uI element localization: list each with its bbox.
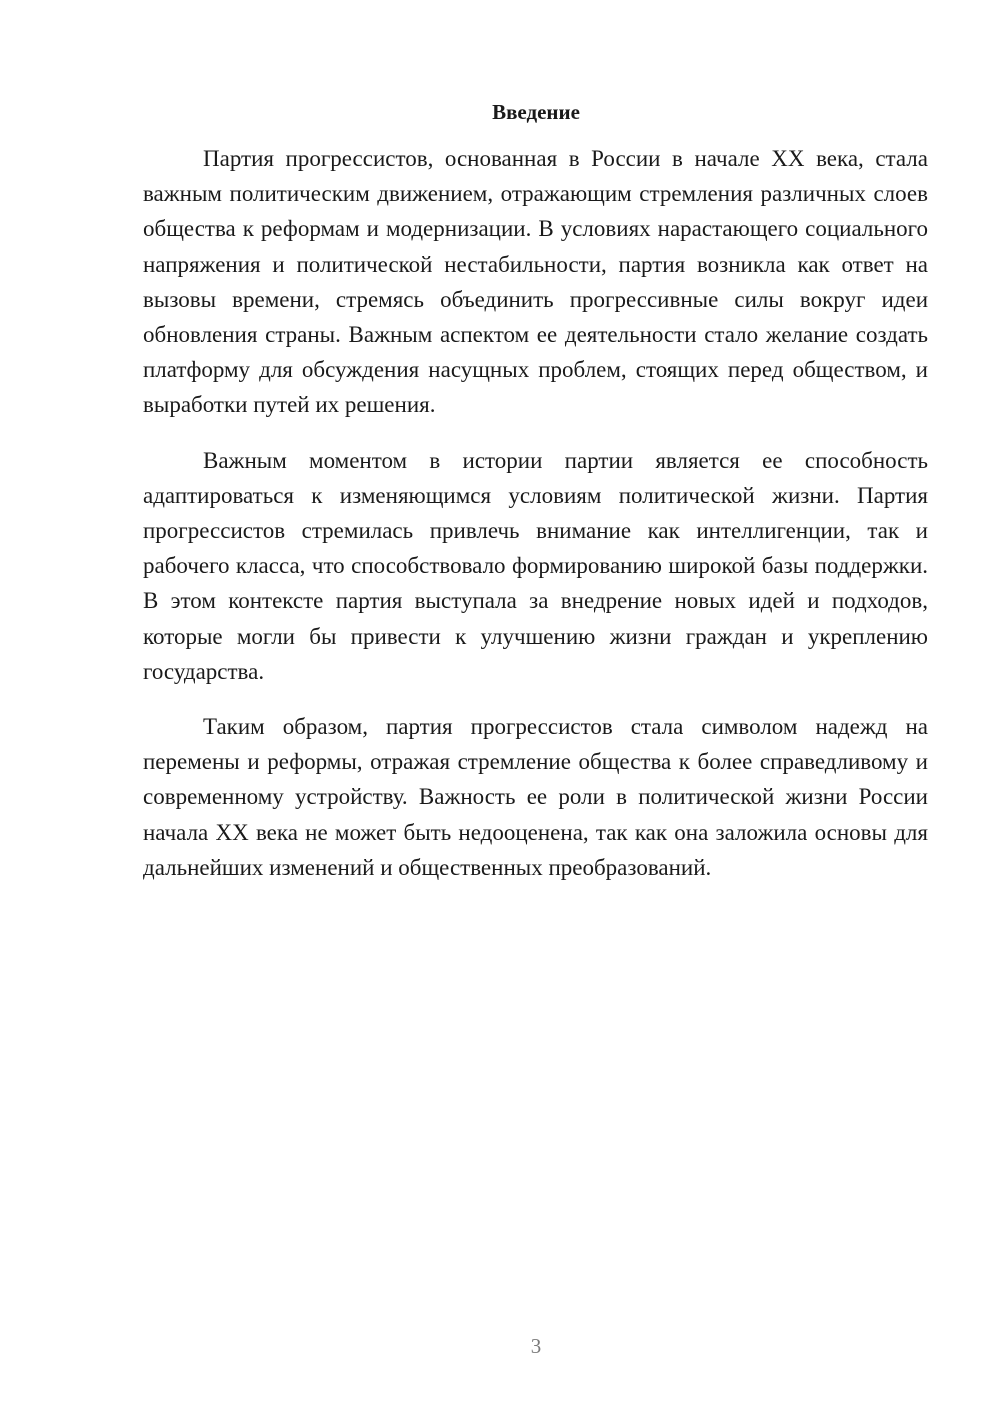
paragraph-3: Таким образом, партия прогрессистов стала символом надежд на перемены и реформы, отражая стремление общества к более справедливому и современному устройству. Важность ее роли в политической жизни России начала XX века не может быть недооценена, так как она заложила основы для дальнейших изменений и общественных преобразований. — [143, 714, 928, 880]
paragraph-2: Важным моментом в истории партии является ее способность адаптироваться к изменяющимся условиям политической жизни. Партия прогрессистов стремилась привлечь внимание как интеллигенции, так и рабочего класса, что способствовало формированию широкой базы поддержки. В этом контексте партия выступала за внедрение новых идей и подходов, которые могли бы привести к улучшению жизни граждан и укреплению государства. — [143, 447, 928, 684]
body-text — [143, 141, 928, 905]
section-heading: Введение — [492, 100, 580, 124]
page-number: 3 — [530, 1334, 542, 1358]
paragraph-1: Партия прогрессистов, основанная в России в начале XX века, стала важным политическим движением, отражающим стремления различных слоев общества к реформам и модернизации. В условиях нарастающего социального напряжения и политической нестабильности, партия возникла как ответ на вызовы времени, стремясь объединить прогрессивные силы вокруг идеи обновления страны. Важным аспектом ее деятельности стало желание создать платформу для обсуждения насущных проблем, стоящих перед обществом, и выработки путей их решения. — [143, 146, 928, 418]
